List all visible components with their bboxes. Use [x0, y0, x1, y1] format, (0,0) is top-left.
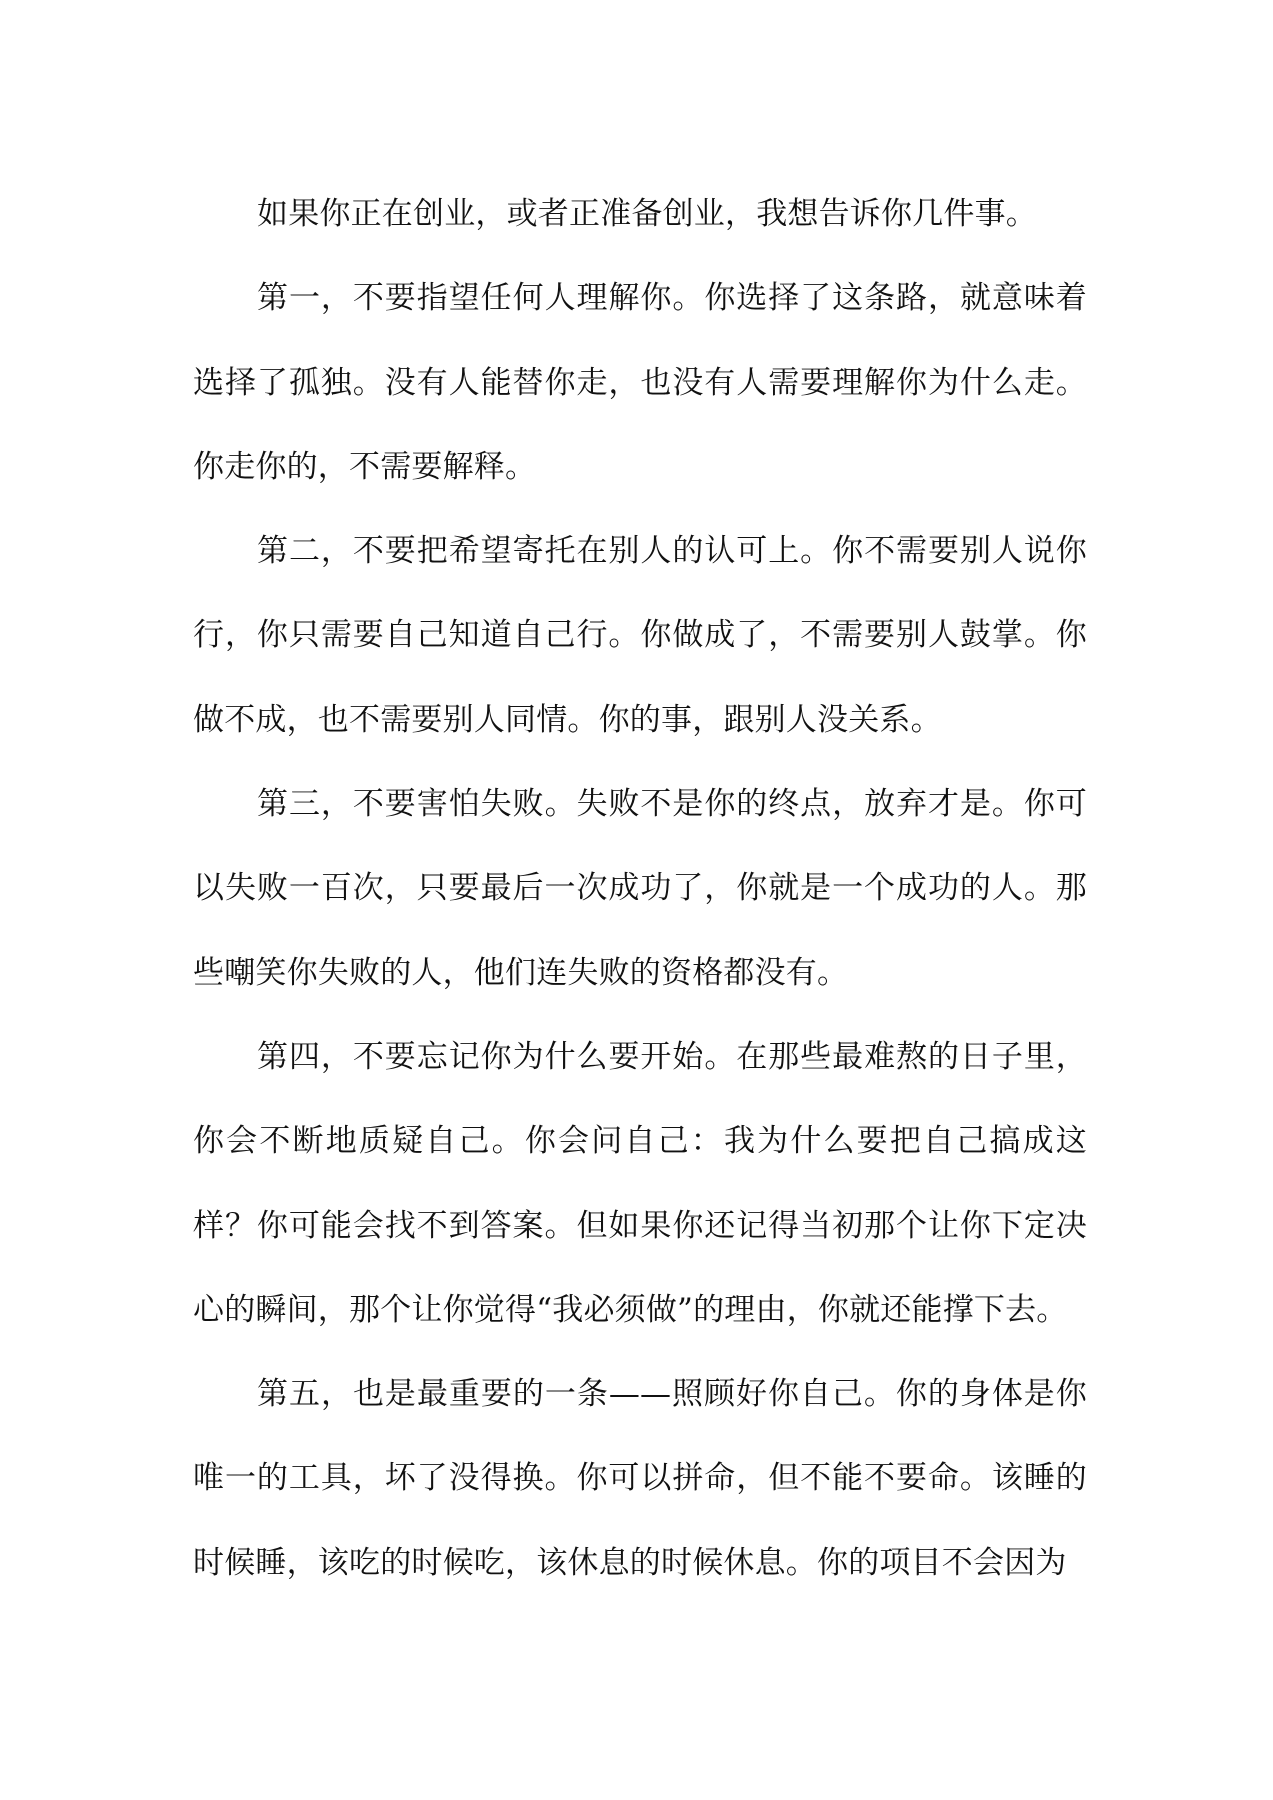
paragraph-point-2: 第二，不要把希望寄托在别人的认可上。你不需要别人说你行，你只需要自己知道自己行。你做成了，不需要别人鼓掌。你做不成，也不需要别人同情。你的事，跟别人没关系。: [193, 533, 1087, 738]
paragraph-point-1: 第一，不要指望任何人理解你。你选择了这条路，就意味着选择了孤独。没有人能替你走，也没有人需要理解你为什么走。你走你的，不需要解释。: [193, 280, 1087, 485]
document-body: [193, 172, 1087, 1605]
paragraph-point-3: 第三，不要害怕失败。失败不是你的终点，放弃才是。你可以失败一百次，只要最后一次成功了，你就是一个成功的人。那些嘲笑你失败的人，他们连失败的资格都没有。: [193, 786, 1087, 991]
paragraph-intro: 如果你正在创业，或者正准备创业，我想告诉你几件事。: [257, 196, 1037, 232]
paragraph-point-4: 第四，不要忘记你为什么要开始。在那些最难熬的日子里，你会不断地质疑自己。你会问自己：我为什么要把自己搞成这样？你可能会找不到答案。但如果你还记得当初那个让你下定决心的瞬间，那个让你觉得“我必须做”的理由，你就还能撑下去。: [193, 1038, 1087, 1328]
paragraph-point-5: 第五，也是最重要的一条——照顾好你自己。你的身体是你唯一的工具，坏了没得换。你可以拼命，但不能不要命。该睡的时候睡，该吃的时候吃，该休息的时候休息。你的项目不会因为: [193, 1376, 1087, 1581]
